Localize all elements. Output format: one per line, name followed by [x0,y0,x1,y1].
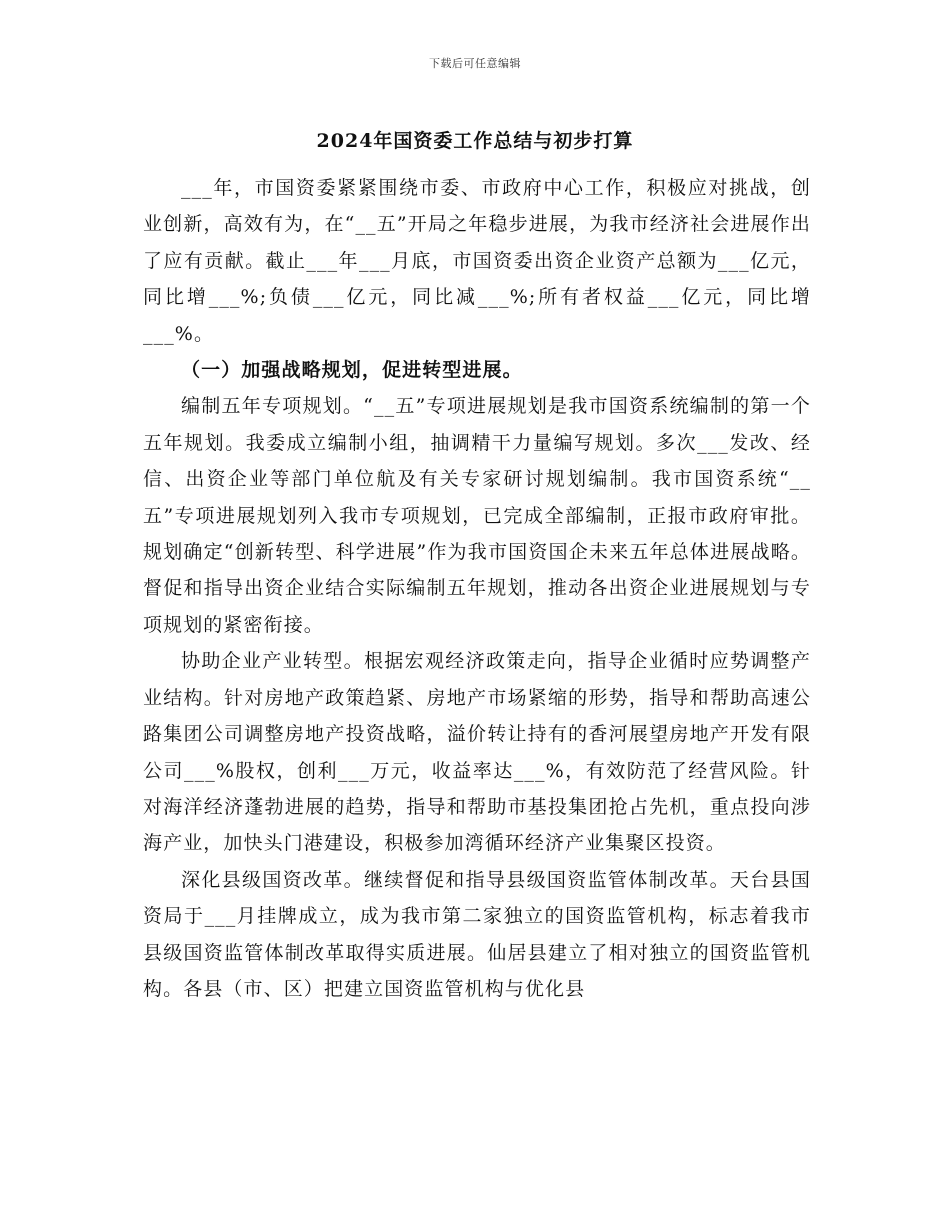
section-heading: （一）加强战略规划，促进转型进展。 [181,359,523,382]
document-body [143,170,811,1007]
paragraph-transformation: 协助企业产业转型。根据宏观经济政策走向，指导企业循时应势调整产业结构。针对房地产政策趋紧、房地产市场紧缩的形势，指导和帮助高速公路集团公司调整房地产投资战略，溢价转让持有的香河展望房地产开发有限公司___%股权，创利___万元，收益率达___%，有效防范了经营风险。针对海洋经济蓬勃进展的趋势，指导和帮助市基投集团抢占先机，重点投向涉海产业，加快头门港建设，积极参加湾循环经济产业集聚区投资。 [143,650,811,855]
paragraph-intro: ___年，市国资委紧紧围绕市委、市政府中心工作，积极应对挑战，创业创新，高效有为，在“__五”开局之年稳步进展，为我市经济社会进展作出了应有贡献。截止___年___月底，市国资委出资企业资产总额为___亿元，同比增___%;负债___亿元，同比减___%;所有者权益___亿元，同比增___%。 [143,177,811,345]
paragraph-county-reform: 深化县级国资改革。继续督促和指导县级国资监管体制改革。天台县国资局于___月挂牌成立，成为我市第二家独立的国资监管机构，标志着我市县级国资监管体制改革取得实质进展。仙居县建立了相对独立的国资监管机构。各县（市、区）把建立国资监管机构与优化县 [143,868,811,1000]
paragraph-planning: 编制五年专项规划。“__五”专项进展规划是我市国资系统编制的第一个五年规划。我委成立编制小组，抽调精干力量编写规划。多次___发改、经信、出资企业等部门单位航及有关专家研讨规划编制。我市国资系统“__五”专项进展规划列入我市专项规划，已完成全部编制，正报市政府审批。规划确定“创新转型、科学进展”作为我市国资国企未来五年总体进展战略。督促和指导出资企业结合实际编制五年规划，推动各出资企业进展规划与专项规划的紧密衔接。 [143,395,811,636]
document-title: 2024年国资委工作总结与初步打算 [316,130,634,152]
header-note: 下载后可任意编辑 [429,57,521,70]
